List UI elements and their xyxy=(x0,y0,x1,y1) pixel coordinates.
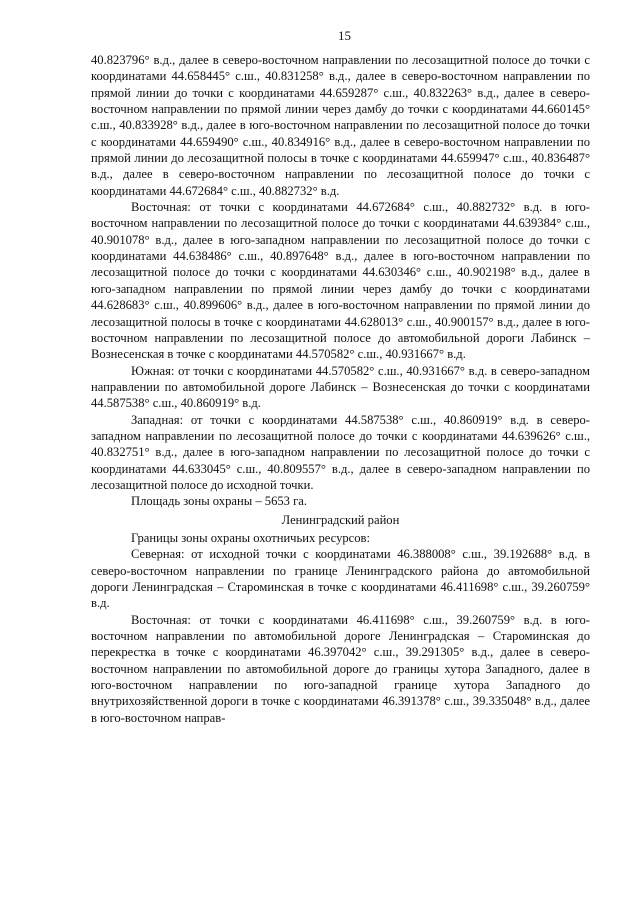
paragraph: 40.823796° в.д., далее в северо-восточном направлении по лесозащитной полосе до точки с координатами 44.658445° с.ш., 40.831258° в.д., далее в северо-восточном направлении по прямой линии до точки с координатами 44.659287° с.ш., 40.832263° в.д., далее в северо-восточном направлении по прямой линии через дамбу до точки с координатами 44.660145° с.ш., 40.833928° в.д., далее в юго-восточном направлении по лесозащитной полосе до точки с координатами 44.659490° с.ш., 40.834916° в.д., далее в северо-восточном направлении по прямой линии до лесозащитной полосы в точке с координатами 44.659947° с.ш., 40.836487° в.д., далее в северо-восточном направлении по лесозащитной полосе до точки с координатами 44.672684° с.ш., 40.882732° в.д. xyxy=(91,53,590,198)
paragraph-southern-boundary: Южная: от точки с координатами 44.570582° с.ш., 40.931667° в.д. в северо-западном направлении по автомобильной дороге Лабинск – Вознесенская до точки с координатами 44.587538° с.ш., 40.860919° в.д. xyxy=(91,363,590,411)
page-number: 15 xyxy=(338,28,351,43)
paragraph-eastern-boundary: Восточная: от точки с координатами 44.672684° с.ш., 40.882732° в.д. в юго-восточном направлении по лесозащитной полосе до точки с координатами 44.639384° с.ш., 40.901078° в.д., далее в юго-западном направлении по лесозащитной полосе до точки с координатами 44.638486° с.ш., 40.897648° в.д., далее в юго-восточном направлении по лесозащитной полосе до точки с координатами 44.630346° с.ш., 40.902198° в.д., далее в юго-западном направлении по прямой линии через дамбу до точки с координатами 44.628683° с.ш., 40.899606° в.д., далее в юго-восточном направлении по прямой линии до лесозащитной полосы в точке с координатами 44.628013° с.ш., 40.900157° в.д., далее в юго-восточном направлении по лесозащитной полосе до автомобильной дороги Лабинск – Вознесенская в точке с координатами 44.570582° с.ш., 40.931667° в.д. xyxy=(91,200,590,362)
document-body xyxy=(91,52,590,726)
paragraph-western-boundary: Западная: от точки с координатами 44.587538° с.ш., 40.860919° в.д. в северо-западном направлении по лесозащитной полосе до точки с координатами 44.639626° с.ш., 40.832751° в.д., далее в юго-западном направлении по лесозащитной полосе до точки с координатами 44.633045° с.ш., 40.809557° в.д., далее в северо-западном направлении по лесозащитной полосе до исходной точки. xyxy=(91,412,590,492)
paragraph-eastern-boundary: Восточная: от точки с координатами 46.411698° с.ш., 39.260759° в.д. в юго-восточном направлении по автомобильной дороге Ленинградская – Староминская до перекрестка в точке с координатами 46.397042° с.ш., 39.291305° в.д., далее в северо-восточном направлении по автомобильной дороге до границы хутора Западного, далее в юго-восточном направлении по юго-западной границе хутора Западного до внутрихозяйственной дороги в точке с координатами 46.391378° с.ш., 39.335048° в.д., далее в юго-восточном направ- xyxy=(91,612,590,725)
section-title: Ленинградский район xyxy=(281,512,400,527)
paragraph-boundaries-heading: Границы зоны охраны охотничьих ресурсов: xyxy=(131,530,370,545)
paragraph-northern-boundary: Северная: от исходной точки с координатами 46.388008° с.ш., 39.192688° в.д. в северо-восточном направлении по границе Ленинградского района до автомобильной дороги Ленинградская – Староминская в точке с координатами 46.411698° с.ш., 39.260759° в.д. xyxy=(91,547,590,611)
paragraph-area: Площадь зоны охраны – 5653 га. xyxy=(131,494,308,509)
